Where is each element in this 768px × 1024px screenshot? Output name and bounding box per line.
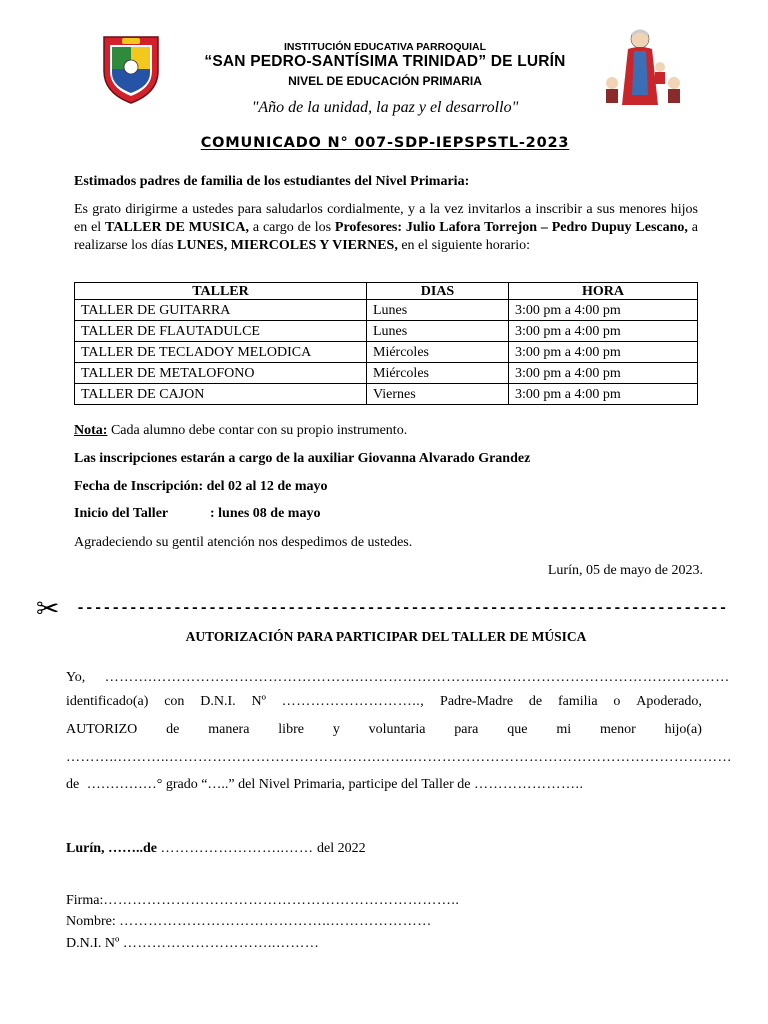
id-word: familia: [557, 694, 598, 709]
dni-field[interactable]: ………………………..,: [281, 694, 425, 709]
autorizo-line: [66, 721, 702, 739]
autorizo-word: libre: [278, 722, 304, 737]
yo-line: [66, 669, 730, 687]
autorizo-word: hijo(a): [664, 722, 702, 737]
cell-dias: Lunes: [367, 300, 509, 321]
institution-label: INSTITUCIÓN EDUCATIVA PARROQUIAL: [283, 41, 487, 53]
name-field[interactable]: ……….…………………………………….……………………..……………………………………………: [104, 670, 730, 685]
dni-line: [66, 935, 702, 953]
id-word: D.N.I.: [200, 694, 236, 709]
grado-prefix: de: [66, 777, 80, 792]
fecha-lugar: Lurín, 05 de mayo de 2023.: [547, 563, 703, 578]
intro-text-b: a cargo de los: [249, 220, 335, 235]
nombre-field[interactable]: ……………………………………..…………………: [119, 914, 432, 929]
autorizo-word: para: [454, 722, 479, 737]
cell-hora: 3:00 pm a 4:00 pm: [509, 384, 698, 405]
autorizo-word: manera: [208, 722, 250, 737]
professors: Profesores: Julio Lafora Torrejon – Pedro Dupuy Lescano,: [334, 220, 688, 235]
table-header-row: [75, 283, 698, 300]
lurin-label: Lurín, ……..de: [66, 841, 158, 856]
nota-label: Nota:: [74, 423, 108, 438]
greeting: Estimados padres de familia de los estudiantes del Nivel Primaria:: [74, 174, 470, 189]
inicio-line: [74, 505, 698, 523]
cell-taller: TALLER DE GUITARRA: [75, 300, 367, 321]
authorization-title: AUTORIZACIÓN PARA PARTICIPAR DEL TALLER DE MÚSICA: [185, 629, 587, 644]
dni-identification-line: [66, 693, 702, 711]
cell-taller: TALLER DE CAJON: [75, 384, 367, 405]
school-name: “SAN PEDRO-SANTÍSIMA TRINIDAD” DE LURÍN: [204, 53, 566, 70]
cell-dias: Miércoles: [367, 342, 509, 363]
table-row: [75, 363, 698, 384]
month-field[interactable]: ……………………..……: [160, 841, 314, 856]
cell-taller: TALLER DE TECLADOY MELODICA: [75, 342, 367, 363]
taller-field[interactable]: …………………..: [474, 777, 584, 792]
nota-text: Cada alumno debe contar con su propio instrumento.: [107, 423, 408, 438]
nombre-line: [66, 913, 702, 931]
nota-line: [74, 422, 698, 440]
table-row: [75, 384, 698, 405]
autorizo-word: voluntaria: [368, 722, 426, 737]
inicio-value: : lunes 08 de mayo: [210, 506, 321, 521]
header-dias: DIAS: [367, 283, 509, 300]
autorizo-word: mi: [556, 722, 572, 737]
workshop-days: LUNES, MIERCOLES Y VIERNES,: [177, 238, 398, 253]
cell-dias: Viernes: [367, 384, 509, 405]
education-level: NIVEL DE EDUCACIÓN PRIMARIA: [288, 74, 482, 88]
schedule-table: [74, 282, 698, 405]
id-word: Padre-Madre: [440, 694, 514, 709]
grado-field[interactable]: ……………° grado “…..” del Nivel Primaria, participe del Taller de: [86, 777, 471, 792]
table-row: [75, 321, 698, 342]
comunicado-title: COMUNICADO N° 007-SDP-IEPSPSTL-2023: [200, 135, 570, 151]
intro-paragraph: [74, 201, 698, 255]
id-word: con: [164, 694, 185, 709]
inicio-label: Inicio del Taller: [74, 506, 169, 521]
dni-label: D.N.I. Nº: [66, 936, 120, 951]
grado-line: [66, 776, 702, 794]
table-row: [75, 300, 698, 321]
scissors-icon: ✂: [36, 592, 60, 625]
cell-dias: Miércoles: [367, 363, 509, 384]
nombre-label: Nombre:: [66, 914, 116, 929]
intro-text-d: en el siguiente horario:: [397, 238, 531, 253]
dni-signature-field[interactable]: …………………………..………: [122, 936, 320, 951]
despedida: Agradeciendo su gentil atención nos despedimos de ustedes.: [74, 535, 413, 550]
inscripciones-line: Las inscripciones estarán a cargo de la auxiliar Giovanna Alvarado Grandez: [74, 451, 531, 466]
cell-dias: Lunes: [367, 321, 509, 342]
year-label: del 2022: [317, 841, 366, 856]
intro-text-c: a realizarse los días: [74, 220, 698, 253]
firma-line: [66, 892, 702, 910]
cell-hora: 3:00 pm a 4:00 pm: [509, 300, 698, 321]
id-word: o: [613, 694, 621, 709]
table-row: [75, 342, 698, 363]
id-word: de: [528, 694, 543, 709]
cell-hora: 3:00 pm a 4:00 pm: [509, 321, 698, 342]
autorizo-word: y: [332, 722, 340, 737]
cell-taller: TALLER DE FLAUTADULCE: [75, 321, 367, 342]
year-motto: "Año de la unidad, la paz y el desarrollo": [251, 99, 519, 116]
cell-hora: 3:00 pm a 4:00 pm: [509, 363, 698, 384]
id-word: identificado(a): [66, 694, 149, 709]
yo-label: Yo,: [66, 670, 86, 685]
firma-label: Firma:: [66, 893, 104, 908]
firma-field[interactable]: ………………………………………………………………..: [103, 893, 460, 908]
id-word: Apoderado,: [636, 694, 702, 709]
autorizo-word: menor: [599, 722, 636, 737]
autorizo-word: AUTORIZO: [66, 722, 138, 737]
taller-name: TALLER DE MUSICA,: [105, 220, 250, 235]
child-name-field[interactable]: ………..………..…………………………………….……..…………………………………………………………: [66, 750, 732, 765]
autorizo-word: de: [166, 722, 180, 737]
cell-taller: TALLER DE METALOFONO: [75, 363, 367, 384]
cut-line: [36, 592, 728, 630]
header-hora: HORA: [509, 283, 698, 300]
intro-text-a: Es grato dirigirme a ustedes para saludarlos cordialmente, y a la vez invitarlos a inscribir a sus menores hijos en el: [74, 202, 698, 235]
dash-line: --------------------------------------------------------------------------: [76, 600, 728, 617]
header-taller: TALLER: [75, 283, 367, 300]
id-word: Nº: [251, 694, 266, 709]
autorizo-word: que: [507, 722, 528, 737]
lurin-date-line: [66, 840, 702, 858]
cell-hora: 3:00 pm a 4:00 pm: [509, 342, 698, 363]
fecha-inscripcion: Fecha de Inscripción: del 02 al 12 de mayo: [74, 479, 328, 494]
